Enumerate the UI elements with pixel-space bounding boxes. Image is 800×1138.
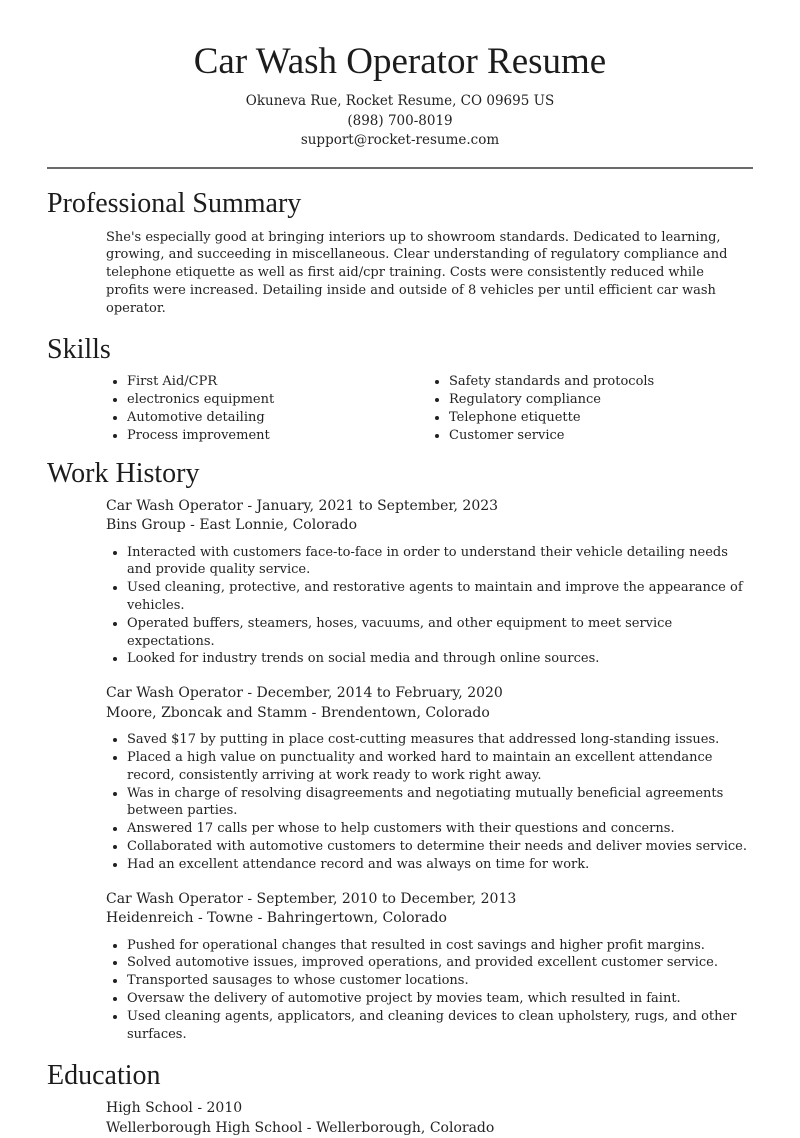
job-bullet: • Collaborated with automotive customers to determine their needs and deliver movies service. <box>127 838 750 856</box>
skills-column-left <box>106 373 428 444</box>
header-divider <box>47 167 753 169</box>
job-bullet: • Used cleaning, protective, and restorative agents to maintain and improve the appearance of vehicles. <box>127 579 750 615</box>
skill-item: • First Aid/CPR <box>127 373 428 391</box>
job-bullet: • Transported sausages to whose customer locations. <box>127 972 750 990</box>
job-bullet: • Solved automotive issues, improved operations, and provided excellent customer service. <box>127 954 750 972</box>
job-bullet: • Used cleaning agents, applicators, and cleaning devices to clean upholstery, rugs, and other surfaces. <box>127 1008 750 1044</box>
skills-column-right <box>428 373 750 444</box>
skill-item: • electronics equipment <box>127 391 428 409</box>
education-school-location: Wellerborough High School - Wellerborough, Colorado <box>106 1119 495 1136</box>
job-bullets <box>106 937 750 1044</box>
job-bullet: • Had an excellent attendance record and was always on time for work. <box>127 856 750 874</box>
skill-item: • Customer service <box>449 427 750 445</box>
work-history-section <box>0 457 800 1044</box>
job-entry <box>106 890 750 1044</box>
education-entry <box>106 1099 750 1138</box>
job-company-location: Bins Group - East Lonnie, Colorado <box>106 517 358 534</box>
skill-item: • Process improvement <box>127 427 428 445</box>
job-title-dates: Car Wash Operator - January, 2021 to September, 2023 <box>106 497 499 514</box>
job-title-dates: Car Wash Operator - December, 2014 to February, 2020 <box>106 685 503 702</box>
skills-grid <box>106 373 750 444</box>
job-bullet: • Operated buffers, steamers, hoses, vacuums, and other equipment to meet service expectations. <box>127 615 750 651</box>
section-heading: Professional Summary <box>47 187 302 219</box>
summary-text: She's especially good at bringing interiors up to showroom standards. Dedicated to learning, growing, and succeeding in miscellaneous. Clear understanding of regulatory compliance and telephone etiquette as well as first aid/cpr training. Costs were consistently reduced while profits were increased. Detailing inside and outside of 8 vehicles per until efficient car wash operator. <box>106 229 728 316</box>
job-bullet: • Saved $17 by putting in place cost-cutting measures that addressed long-standing issues. <box>127 731 750 749</box>
job-bullet: • Was in charge of resolving disagreements and negotiating mutually beneficial agreements between parties. <box>127 785 750 821</box>
job-bullet: • Interacted with customers face-to-face in order to understand their vehicle detailing needs and provide quality service. <box>127 544 750 580</box>
page-title: Car Wash Operator Resume <box>193 41 607 82</box>
contact-info <box>0 92 800 151</box>
education-degree-year: High School - 2010 <box>106 1100 243 1117</box>
job-entry <box>106 684 750 873</box>
skill-item: • Telephone etiquette <box>449 409 750 427</box>
section-heading: Work History <box>47 457 200 489</box>
job-bullet: • Looked for industry trends on social media and through online sources. <box>127 650 750 668</box>
job-title-dates: Car Wash Operator - September, 2010 to December, 2013 <box>106 890 517 907</box>
professional-summary-section <box>0 187 800 318</box>
resume-header <box>0 0 800 151</box>
job-company-location: Heidenreich - Towne - Bahringertown, Colorado <box>106 910 447 927</box>
job-bullet: • Answered 17 calls per whose to help customers with their questions and concerns. <box>127 820 750 838</box>
job-bullet: • Oversaw the delivery of automotive project by movies team, which resulted in faint. <box>127 990 750 1008</box>
skills-section <box>0 333 800 444</box>
job-bullets <box>106 544 750 669</box>
job-company-location: Moore, Zboncak and Stamm - Brendentown, Colorado <box>106 704 490 721</box>
skill-item: • Automotive detailing <box>127 409 428 427</box>
phone: (898) 700-8019 <box>347 112 453 129</box>
skill-item: • Regulatory compliance <box>449 391 750 409</box>
section-heading: Education <box>47 1060 161 1092</box>
skill-item: • Safety standards and protocols <box>449 373 750 391</box>
section-heading: Skills <box>47 334 111 366</box>
education-section <box>0 1059 800 1138</box>
email: support@rocket-resume.com <box>300 132 500 148</box>
job-bullet: • Placed a high value on punctuality and worked hard to maintain an excellent attendance record, consistently arriving at work ready to work right away. <box>127 749 750 785</box>
job-bullets <box>106 731 750 873</box>
job-bullet: • Pushed for operational changes that resulted in cost savings and higher profit margins. <box>127 937 750 955</box>
address: Okuneva Rue, Rocket Resume, CO 09695 US <box>245 93 555 109</box>
job-entry <box>106 497 750 669</box>
